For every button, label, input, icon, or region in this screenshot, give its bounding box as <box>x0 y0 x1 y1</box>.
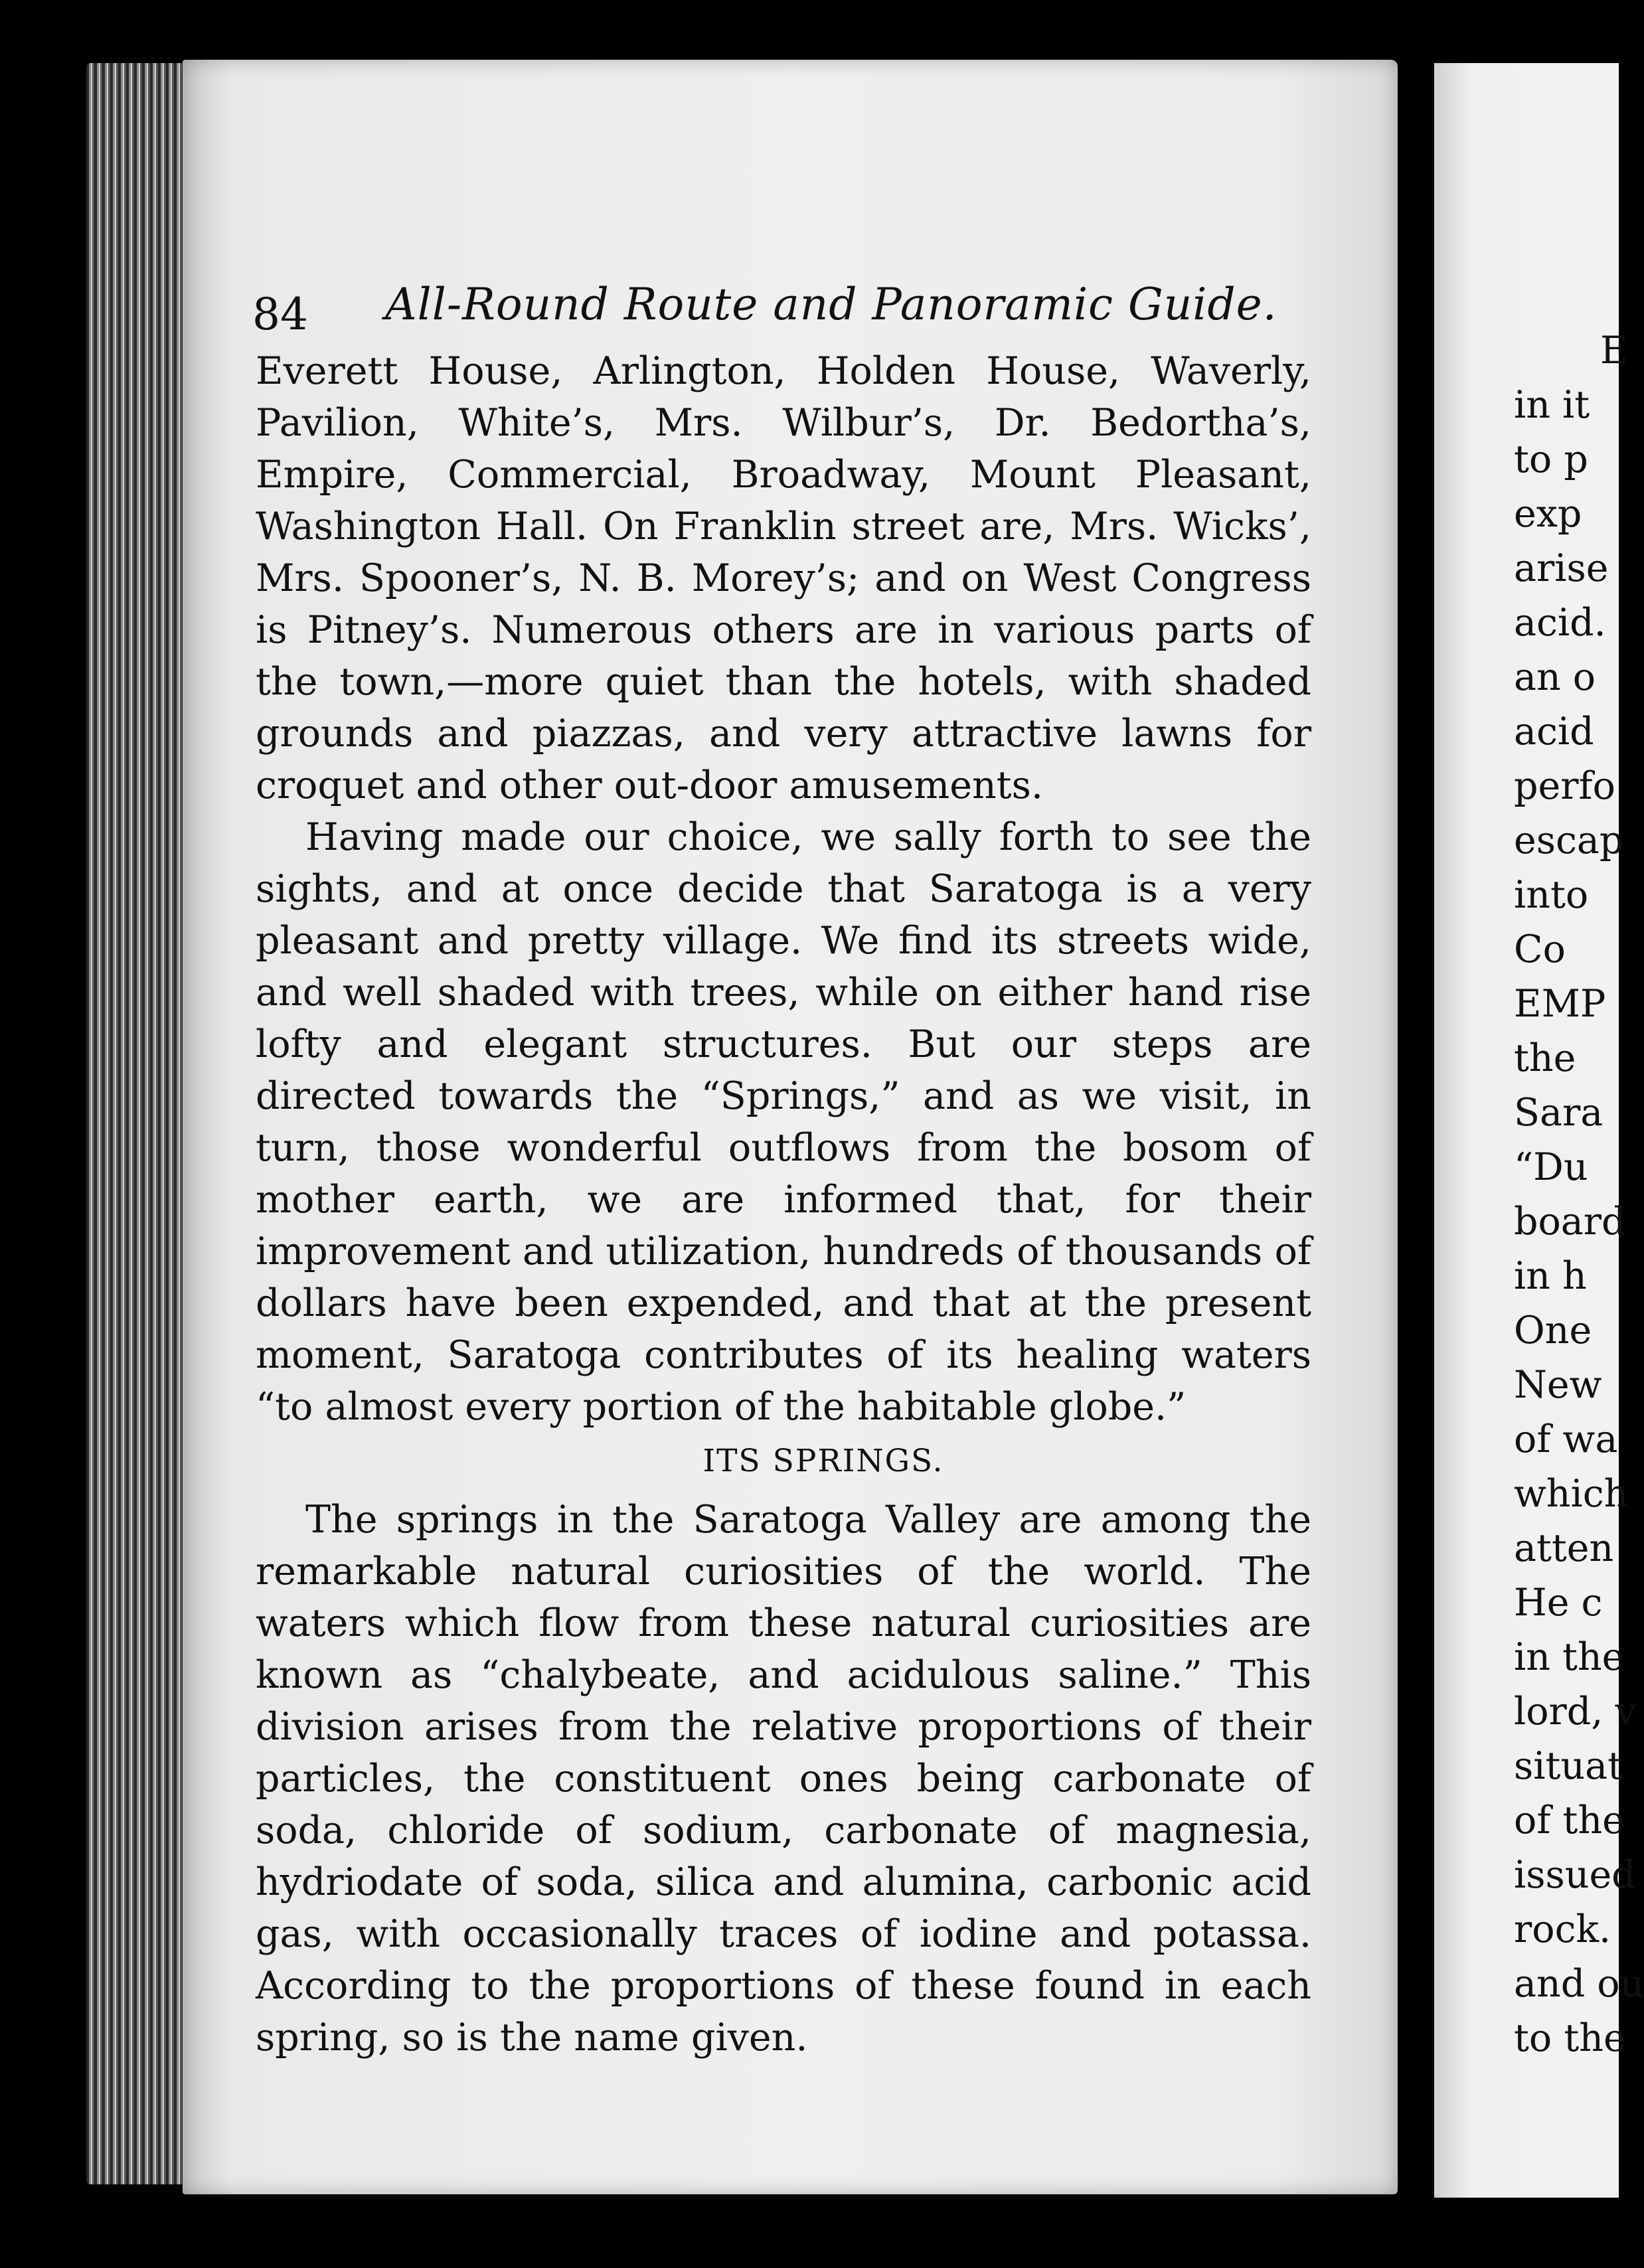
page-body <box>256 345 1311 2064</box>
facing-page-line: into <box>1514 873 1589 917</box>
facing-page-line: E <box>1600 329 1628 372</box>
facing-page-line: perfo <box>1514 764 1615 808</box>
facing-page-line: lord, v <box>1514 1690 1637 1734</box>
facing-page-line: and ou <box>1514 1962 1644 2006</box>
section-heading: ITS SPRINGS. <box>702 1443 944 1479</box>
facing-page-line: acid. <box>1514 601 1606 645</box>
facing-page-line: Co <box>1514 928 1566 971</box>
facing-page-line: in h <box>1514 1254 1587 1298</box>
facing-page-line: rock. <box>1514 1907 1611 1951</box>
facing-page-line: exp <box>1514 492 1582 536</box>
running-title: All-Round Route and Panoramic Guide. <box>385 279 1277 330</box>
facing-page-line: of wa <box>1514 1418 1618 1461</box>
facing-page-line: escap <box>1514 819 1624 862</box>
facing-page-line: the <box>1514 1036 1576 1080</box>
facing-page-line: atten <box>1514 1526 1614 1570</box>
facing-page-fragment <box>1434 63 1644 2198</box>
page-header <box>252 279 1381 352</box>
paragraph-2: Having made our choice, we sally forth to see the sights, and at once decide that Saratoga is a very pleasant and pretty village. We find its streets wide, and well shaded with trees, while on either hand rise lofty and elegant structures. But our steps are directed towards the “Springs,” and as we visit, in turn, those wonderful outflows from the bosom of mother earth, we are informed that, for their improvement and utilization, hundreds of thousands of dollars have been expended, and that at the present moment, Saratoga contributes of its healing waters “to almost every portion of the habitable globe.” <box>256 815 1311 1429</box>
facing-page-line: acid <box>1514 710 1594 754</box>
facing-page-line: He c <box>1514 1581 1603 1625</box>
facing-page-line: to the <box>1514 2016 1626 2060</box>
facing-page-line: in the <box>1514 1635 1625 1679</box>
facing-page-line: “Du <box>1514 1145 1588 1189</box>
facing-page-line: of the <box>1514 1799 1625 1842</box>
facing-page-line: situat <box>1514 1744 1623 1788</box>
facing-page-line: board <box>1514 1200 1626 1244</box>
page-number: 84 <box>252 289 308 340</box>
facing-page-line: arise <box>1514 546 1609 590</box>
facing-page-line: in it <box>1514 383 1590 427</box>
facing-page-line: to p <box>1514 438 1588 481</box>
section-paragraph: The springs in the Saratoga Valley are among the remarkable natural curiosities of the world. The waters which flow from these natural curiosities are known as “chalybeate, and acidulous saline.” This division arises from the relative proportions of their particles, the constituent ones being carbonate of soda, chloride of sodium, carbonate of magnesia, hydriodate of soda, silica and alumina, carbonic acid gas, with occasionally traces of iodine and potassa. According to the proportions of these found in each spring, so is the name given. <box>256 1498 1311 2060</box>
book-edge <box>86 63 193 2184</box>
facing-page-line: EMP <box>1514 982 1606 1026</box>
facing-page-line: an o <box>1514 655 1596 699</box>
facing-page-line: issued <box>1514 1853 1636 1897</box>
paragraph-1: Everett House, Arlington, Holden House, Waverly, Pavilion, White’s, Mrs. Wilbur’s, Dr. Bedortha’s, Empire, Commercial, Broadway, Mount Pleasant, Washington Hall. On Franklin street are, Mrs. Wicks’, Mrs. Spooner’s, N. B. Morey’s; and on West Congress is Pitney’s. Numerous others are in various parts of the town,—more quiet than the hotels, with shaded grounds and piazzas, and very attractive lawns for croquet and other out-door amusements. <box>256 349 1311 807</box>
facing-page-line: Sara <box>1514 1091 1603 1135</box>
facing-page-line: which <box>1514 1472 1629 1516</box>
facing-page-line: One <box>1514 1309 1592 1352</box>
facing-page-line: New <box>1514 1363 1602 1407</box>
